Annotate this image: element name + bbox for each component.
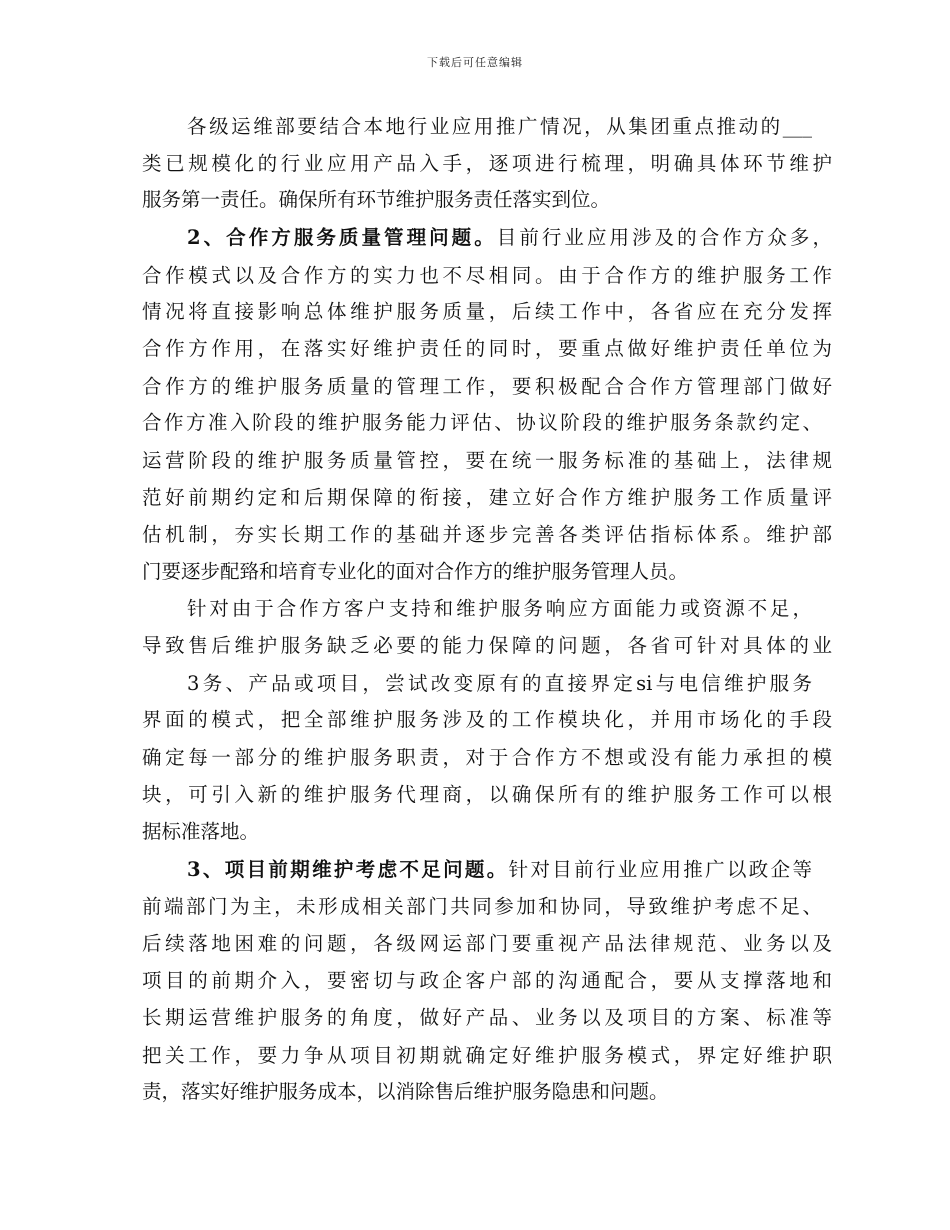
paragraph-4-text: 针对目前行业应用推广以政企等	[508, 858, 812, 881]
paragraph-3-line-3: 3务、产品或项目，尝试改变原有的直接界定si与电信维护服务	[187, 672, 812, 695]
paragraph-2-line-7: 运营阶段的维护服务质量管控，要在统一服务标准的基础上，法律规	[142, 449, 832, 472]
paragraph-4-line-6: 把关工作，要力争从项目初期就确定好维护服务模式，界定好维护职	[142, 1044, 832, 1067]
paragraph-3-line-1: 针对由于合作方客户支持和维护服务响应方面能力或资源不足，	[187, 597, 812, 620]
paragraph-4-line-3: 后续落地困难的问题，各级网运部门要重视产品法律规范、业务以及	[142, 932, 832, 955]
paragraph-2-text: 目前行业应用涉及的合作方众多，	[496, 226, 832, 249]
paragraph-3-line-6: 块，可引入新的维护服务代理商，以确保所有的维护服务工作可以根	[142, 783, 832, 806]
paragraph-2-line-3: 情况将直接影响总体维护服务质量，后续工作中，各省应在充分发挥	[142, 300, 832, 323]
paragraph-1-text: 各级运维部要结合本地行业应用推广情况，从集团重点推动的	[187, 115, 783, 138]
paragraph-3-line-5: 确定每一部分的维护服务职责，对于合作方不想或没有能力承担的模	[142, 746, 832, 769]
paragraph-3-line-4: 界面的模式，把全部维护服务涉及的工作模块化，并用市场化的手段	[142, 708, 832, 731]
paragraph-3-line-2: 导致售后维护服务缺乏必要的能力保障的问题，各省可针对具体的业	[142, 634, 832, 657]
paragraph-2-line-1	[187, 228, 832, 248]
paragraph-2-line-8: 范好前期约定和后期保障的衔接，建立好合作方维护服务工作质量评	[142, 486, 832, 509]
paragraph-4-line-5: 长期运营维护服务的角度，做好产品、业务以及项目的方案、标准等	[142, 1006, 832, 1029]
paragraph-2-line-5: 合作方的维护服务质量的管理工作，要积极配合合作方管理部门做好	[142, 375, 832, 398]
paragraph-2-line-2: 合作模式以及合作方的实力也不尽相同。由于合作方的维护服务工作	[142, 264, 832, 287]
paragraph-1-line-2: 类已规模化的行业应用产品入手，逐项进行梳理，明确具体环节维护	[142, 152, 832, 175]
paragraph-4-line-4: 项目的前期介入，要密切与政企客户部的沟通配合，要从支撑落地和	[142, 969, 832, 992]
paragraph-1-line-3: 服务第一责任。确保所有环节维护服务责任落实到位。	[142, 188, 611, 211]
paragraph-2-line-10: 门要逐步配臵和培育专业化的面对合作方的维护服务管理人员。	[142, 560, 689, 583]
page-header: 下载后可任意编辑	[427, 56, 523, 69]
paragraph-4-line-7: 责，落实好维护服务成本，以消除售后维护服务隐患和问题。	[142, 1080, 669, 1103]
paragraph-3-line-7: 据标准落地。	[142, 820, 260, 843]
paragraph-4-line-2: 前端部门为主，未形成相关部门共同参加和协同，导致维护考虑不足、	[142, 895, 822, 918]
paragraph-2-line-9: 估机制，夯实长期工作的基础并逐步完善各类评估指标体系。维护部	[142, 523, 832, 546]
section-heading-3: 3、项目前期维护考虑不足问题。	[187, 858, 509, 881]
paragraph-2-line-6: 合作方准入阶段的维护服务能力评估、协议阶段的维护服务条款约定、	[142, 411, 822, 434]
paragraph-4-line-1	[187, 860, 812, 880]
fill-in-blank: ___	[782, 115, 812, 138]
paragraph-2-line-4: 合作方作用，在落实好维护责任的同时，要重点做好维护责任单位为	[142, 337, 832, 360]
section-heading-2: 2、合作方服务质量管理问题。	[187, 226, 497, 249]
paragraph-1-line-1	[187, 117, 812, 137]
